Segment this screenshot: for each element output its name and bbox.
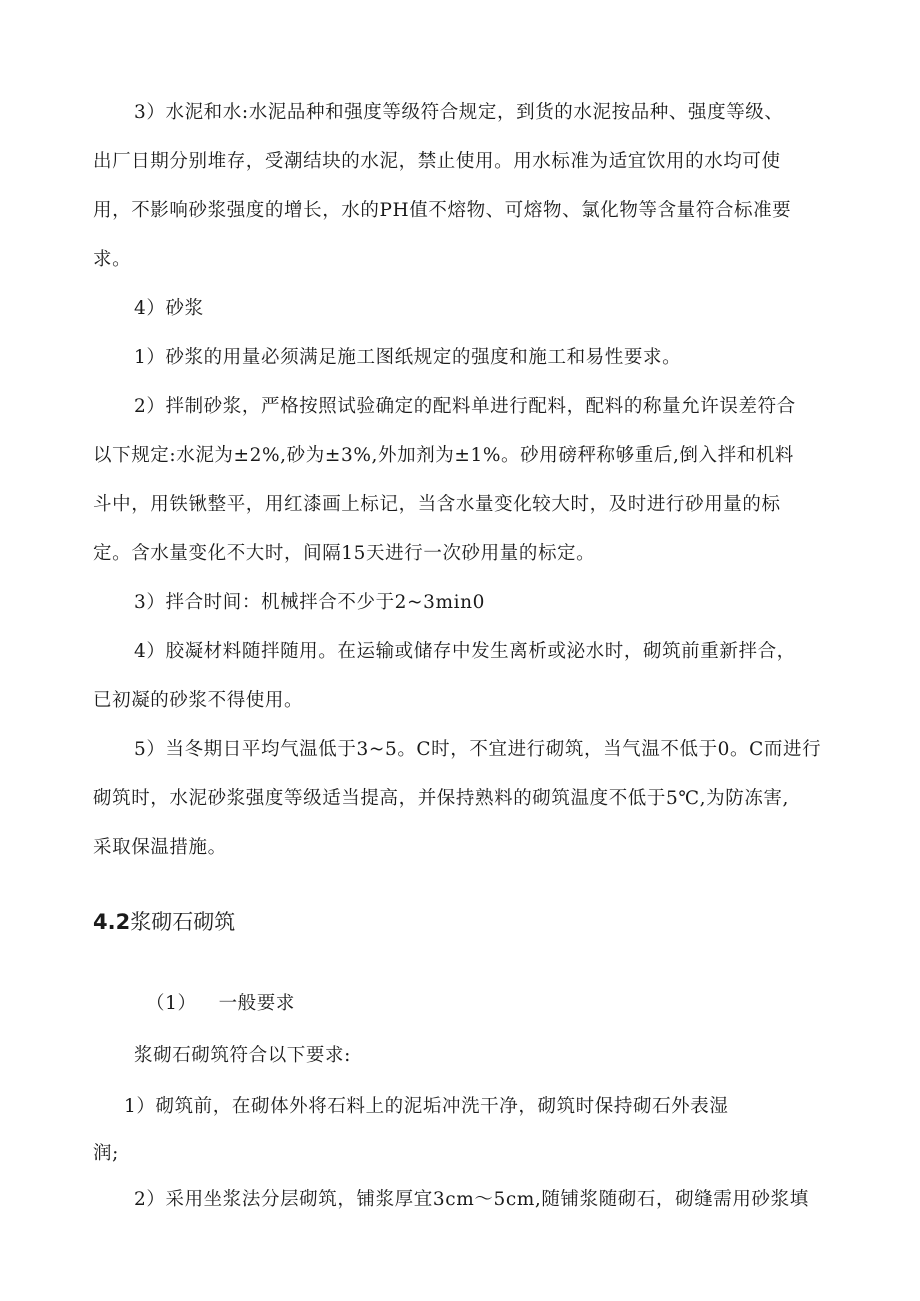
- subsection-heading: [146, 989, 295, 1015]
- paragraph-masonry-intro: 浆砌石砌筑符合以下要求:: [134, 1045, 351, 1066]
- section-heading: [93, 906, 235, 936]
- section-number: 4.2: [93, 910, 131, 934]
- paragraph-winter-line-1: 5）当冬期日平均气温低于3~5。C时，不宜进行砌筑，当气温不低于0。C而进行: [134, 739, 822, 760]
- paragraph-mortar-mixing-line-4: 定。含水量变化不大时，间隔15天进行一次砂用量的标定。: [93, 543, 596, 564]
- paragraph-item2: 2）采用坐浆法分层砌筑，铺浆厚宜3cm～5cm,随铺浆随砌石，砌缝需用砂浆填: [134, 1189, 809, 1210]
- paragraph-cement-water-line-4: 求。: [93, 249, 132, 270]
- paragraph-binder-line-1: 4）胶凝材料随拌随用。在运输或储存中发生离析或泌水时，砌筑前重新拌合，: [134, 641, 796, 662]
- paragraph-binder-line-2: 已初凝的砂浆不得使用。: [93, 690, 304, 711]
- paragraph-item1-line-1: 1）砌筑前，在砌体外将石料上的泥垢冲洗干净，砌筑时保持砌石外表湿: [124, 1096, 729, 1117]
- section-title: 浆砌石砌筑: [130, 910, 236, 934]
- paragraph-mixing-time: 3）拌合时间：机械拌合不少于2~3min0: [134, 592, 486, 613]
- paragraph-cement-water-line-3: 用，不影响砂浆强度的增长，水的PH值不熔物、可熔物、氯化物等含量符合标准要: [93, 200, 792, 221]
- paragraph-mortar-heading: 4）砂浆: [134, 298, 204, 319]
- subsection-number: （1）: [146, 993, 197, 1014]
- paragraph-mortar-mixing-line-1: 2）拌制砂浆，严格按照试验确定的配料单进行配料，配料的称量允许误差符合: [134, 396, 796, 417]
- paragraph-cement-water-line-1: 3）水泥和水:水泥品种和强度等级符合规定，到货的水泥按品种、强度等级、: [134, 102, 784, 123]
- subsection-title: 一般要求: [218, 993, 295, 1014]
- paragraph-winter-line-2: 砌筑时，水泥砂浆强度等级适当提高，并保持熟料的砌筑温度不低于5℃,为防冻害,: [93, 788, 790, 809]
- paragraph-cement-water-line-2: 出厂日期分别堆存，受潮结块的水泥，禁止使用。用水标准为适宜饮用的水均可使: [93, 151, 781, 172]
- paragraph-mortar-mixing-line-2: 以下规定:水泥为±2%,砂为±3%,外加剂为±1%。砂用磅秤称够重后,倒入拌和机料: [93, 445, 795, 466]
- paragraph-mortar-mixing-line-3: 斗中，用铁锹整平，用红漆画上标记，当含水量变化较大时，及时进行砂用量的标: [93, 494, 781, 515]
- paragraph-winter-line-3: 采取保温措施。: [93, 837, 227, 858]
- paragraph-item1-line-2: 润;: [93, 1143, 119, 1164]
- paragraph-mortar-usage: 1）砂浆的用量必须满足施工图纸规定的强度和施工和易性要求。: [134, 347, 682, 368]
